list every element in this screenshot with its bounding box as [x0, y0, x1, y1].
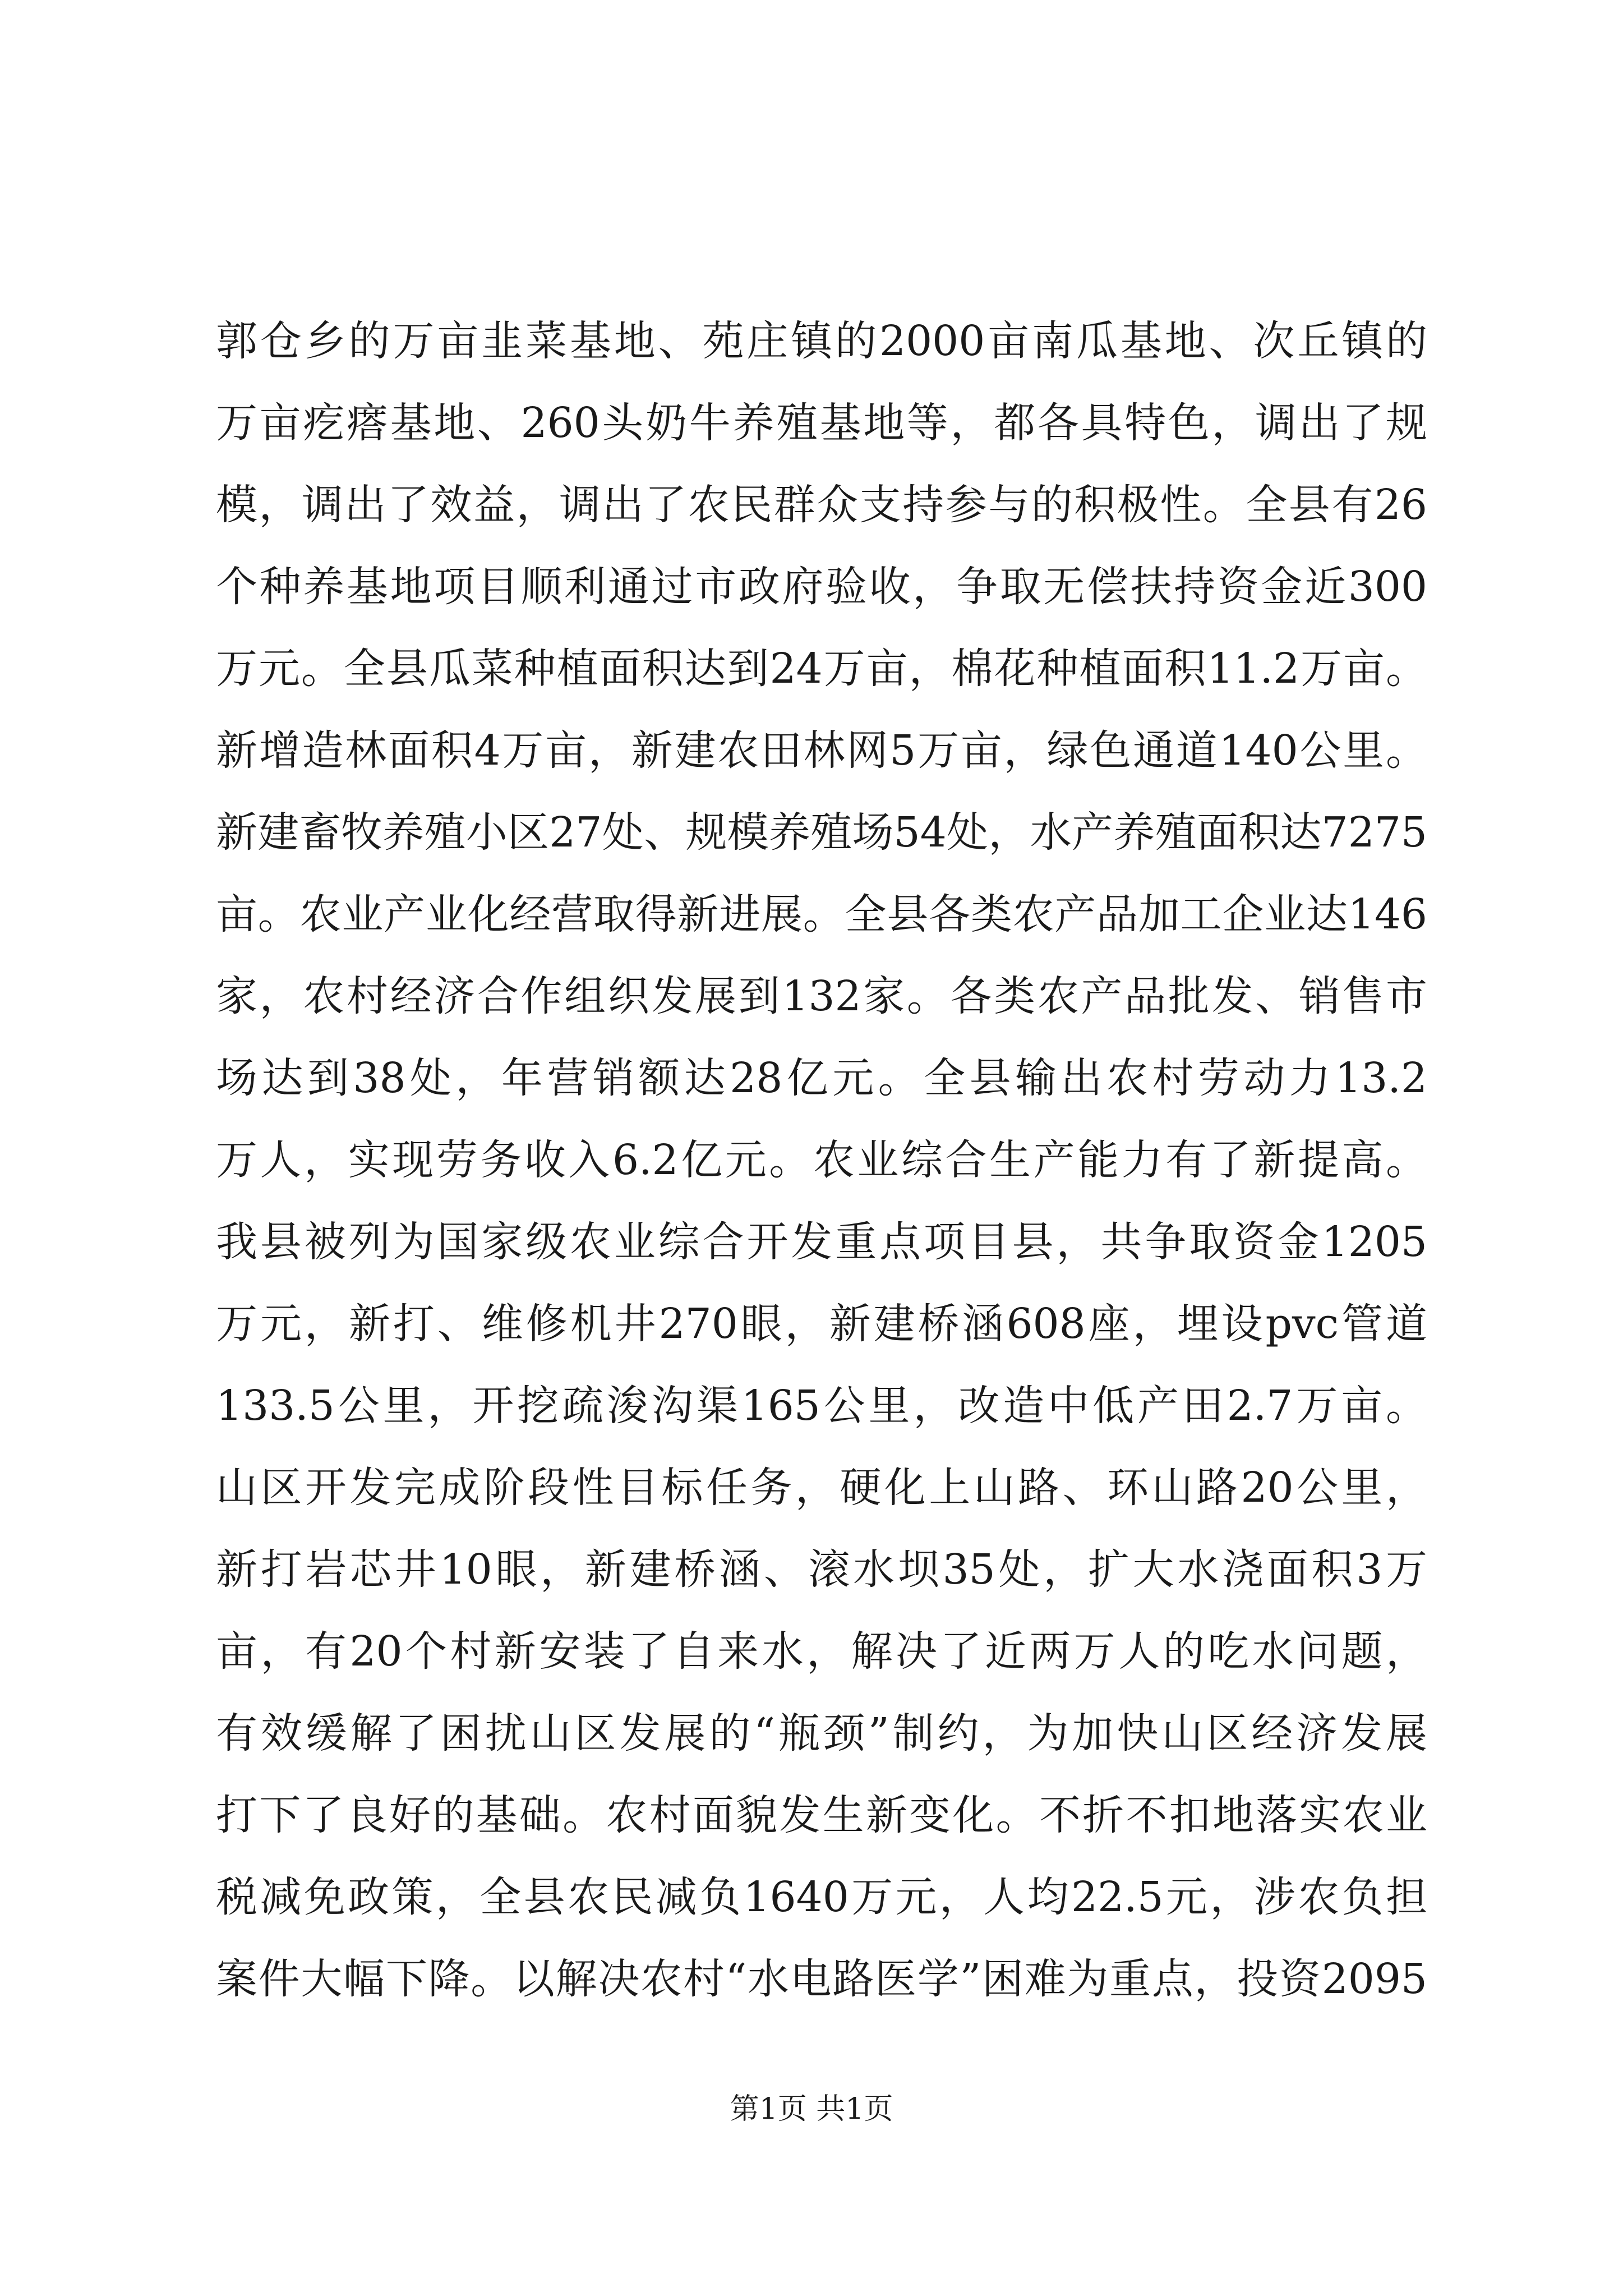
text-line: 个种养基地项目顺利通过市政府验收，争取无偿扶持资金近300 — [216, 563, 1427, 611]
text-line: 万人，实现劳务收入6.2亿元。农业综合生产能力有了新提高。 — [216, 1136, 1427, 1184]
text-line: 133.5公里，开挖疏浚沟渠165公里，改造中低产田2.7万亩。 — [216, 1382, 1427, 1430]
text-line: 打下了良好的基础。农村面貌发生新变化。不折不扣地落实农业 — [216, 1791, 1427, 1839]
text-line: 场达到38处，年营销额达28亿元。全县输出农村劳动力13.2 — [216, 1054, 1427, 1102]
text-line: 新打岩芯井10眼，新建桥涵、滚水坝35处，扩大水浇面积3万 — [216, 1545, 1427, 1594]
text-line: 亩。农业产业化经营取得新进展。全县各类农产品加工企业达146 — [216, 890, 1427, 938]
text-line: 万亩疙瘩基地、260头奶牛养殖基地等，都各具特色，调出了规 — [216, 399, 1427, 447]
text-line: 家，农村经济合作组织发展到132家。各类农产品批发、销售市 — [216, 972, 1427, 1020]
text-line: 税减免政策，全县农民减负1640万元，人均22.5元，涉农负担 — [216, 1873, 1427, 1921]
text-line: 山区开发完成阶段性目标任务，硬化上山路、环山路20公里， — [216, 1464, 1427, 1512]
text-line: 新建畜牧养殖小区27处、规模养殖场54处，水产养殖面积达7275 — [216, 808, 1427, 857]
text-line: 万元。全县瓜菜种植面积达到24万亩，棉花种植面积11.2万亩。 — [216, 645, 1427, 693]
text-line: 案件大幅下降。以解决农村“水电路医学”困难为重点，投资2095 — [216, 1955, 1427, 2003]
page-footer — [0, 2087, 1623, 2132]
text-line: 郭仓乡的万亩韭菜基地、苑庄镇的2000亩南瓜基地、次丘镇的 — [216, 317, 1427, 365]
text-line: 我县被列为国家级农业综合开发重点项目县，共争取资金1205 — [216, 1218, 1427, 1266]
text-line: 有效缓解了困扰山区发展的“瓶颈”制约，为加快山区经济发展 — [216, 1709, 1427, 1757]
text-line: 亩，有20个村新安装了自来水，解决了近两万人的吃水问题， — [216, 1627, 1427, 1676]
page-number-label: 第1页 共1页 — [730, 2092, 893, 2126]
text-line: 万元，新打、维修机井270眼，新建桥涵608座，埋设pvc管道 — [216, 1300, 1427, 1348]
text-line: 模，调出了效益，调出了农民群众支持参与的积极性。全县有26 — [216, 481, 1427, 529]
body-text — [216, 300, 1427, 2020]
text-line: 新增造林面积4万亩，新建农田林网5万亩，绿色通道140公里。 — [216, 726, 1427, 775]
